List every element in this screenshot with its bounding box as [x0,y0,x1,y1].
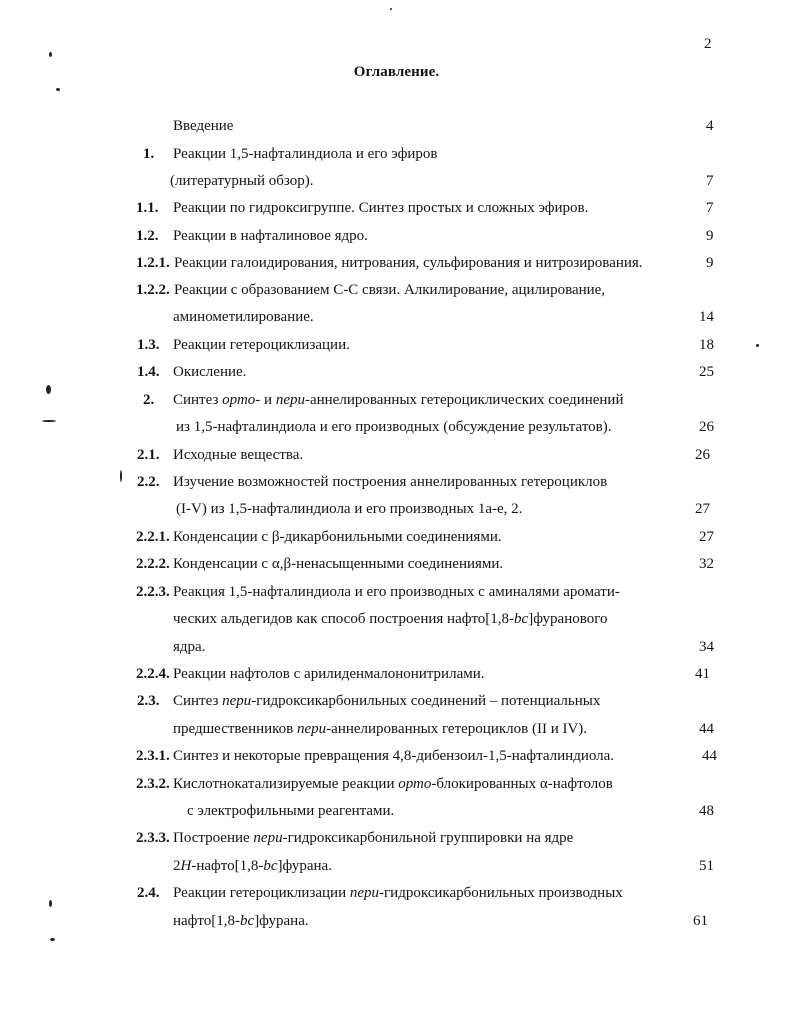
page-number: 2 [704,36,712,52]
toc-entry [0,198,793,218]
title-fragment: нафто[1,8- [173,913,241,929]
toc-entry-page: 9 [706,255,714,271]
toc-entry-title [173,609,608,629]
title-fragment: Кислотнокатализируемые реакции [173,776,399,792]
toc-entry-number: 2.3. [137,693,160,709]
toc-entry [0,637,793,657]
toc-entry-title [173,774,613,794]
toc-entry-title: Реакции гетероциклизации. [173,337,350,353]
title-fragment: ]фуранового [528,611,608,627]
toc-entry-page: 51 [699,858,714,874]
italic-term: пери- [253,830,288,846]
italic-term: bc [240,913,255,929]
toc-entry-number: 2.2. [137,474,160,490]
toc-entry-page: 9 [706,228,714,244]
toc-entry-page: 41 [695,666,710,682]
toc-entry-title: Синтез и некоторые превращения 4,8-дибензоил-1,5-нафталиндиола. [173,748,615,764]
toc-entry [0,582,793,602]
toc-entry-number: 1. [143,146,155,162]
toc-entry [0,307,793,327]
title-fragment: 2 [173,858,181,874]
title-fragment: Синтез [173,392,223,408]
title-fragment: Реакции гетероциклизации [173,885,350,901]
toc-entry-title: Реакции с образованием С-С связи. Алкилирование, ацилирование, [174,282,606,298]
toc-entry [0,280,793,300]
toc-entry-title [173,691,600,711]
title-fragment: аннелированных гетероциклов (II и IV). [331,721,588,737]
italic-term: bc [263,858,278,874]
toc-entry [0,856,793,876]
toc-entry-number: 2.3.2. [136,776,170,792]
toc-entry-title: (литературный обзор). [170,173,314,189]
toc-entry-page: 7 [706,173,714,189]
toc-entry-title [173,911,309,931]
toc-entry-page: 32 [699,556,714,572]
toc-entry [0,253,793,273]
toc-entry-title: Реакции 1,5-нафталиндиола и его эфиров [173,146,438,162]
italic-term: орто- [222,392,261,408]
toc-entry-title [173,856,332,876]
toc-entry [0,472,793,492]
toc-entry [0,390,793,410]
toc-entry-title: Конденсации с β-дикарбонильными соединениями. [173,529,502,545]
toc-entry-title: ядра. [173,639,206,655]
toc-entry-number: 1.2.1. [136,255,170,271]
toc-entry-number: 1.2.2. [136,282,170,298]
toc-entry [0,691,793,711]
toc-entry [0,226,793,246]
toc-entry [0,144,793,164]
title-fragment: аннелированных гетероциклических соединений [309,392,624,408]
toc-entry [0,362,793,382]
title-fragment: ]фурана. [277,858,332,874]
toc-entry-page: 34 [699,639,714,655]
title-fragment: гидроксикарбонильных производных [384,885,623,901]
toc-entry-number: 2.2.3. [136,584,170,600]
toc-entry-number: 2.2.1. [136,529,170,545]
toc-entry-title: из 1,5-нафталиндиола и его производных (обсуждение результатов). [176,419,612,435]
toc-entry-number: 1.1. [136,200,159,216]
toc-entry-number: 1.2. [136,228,159,244]
toc-entry-title: Реакции в нафталиновое ядро. [173,228,368,244]
toc-entry-number: 2.1. [137,447,160,463]
toc-entry [0,774,793,794]
toc-entry-title [173,828,573,848]
title-fragment: блокированных α-нафтолов [436,776,613,792]
italic-term: пери- [297,721,332,737]
toc-entry [0,664,793,684]
toc-entry-page: 44 [702,748,717,764]
toc-entry [0,801,793,821]
toc-entry-title [173,883,623,903]
toc-entry-page: 48 [699,803,714,819]
page-title: Оглавление. [353,64,440,80]
toc-entry-title: Реакции галоидирования, нитрования, сульфирования и нитрозирования. [174,255,643,271]
toc-entry-page: 26 [699,419,714,435]
toc-entry-number: 2.2.2. [136,556,170,572]
italic-term: орто- [398,776,437,792]
toc-entry-title: (I-V) из 1,5-нафталиндиола и его производных 1а-е, 2. [176,501,523,517]
toc-entry-page: 25 [699,364,714,380]
toc-entry-title: Реакции по гидроксигруппе. Синтез простых и сложных эфиров. [173,200,589,216]
toc-entry [0,828,793,848]
toc-entry [0,527,793,547]
italic-term: пери- [275,392,310,408]
toc-entry-title [173,390,623,410]
toc-entry-page: 14 [699,309,714,325]
toc-entry-title: Реакция 1,5-нафталиндиола и его производных с аминалями аромати- [173,584,620,600]
toc-entry-page: 26 [695,447,710,463]
toc-entry [0,499,793,519]
toc-entry-page: 7 [706,200,714,216]
toc-entry-title: Исходные вещества. [173,447,304,463]
toc-entry [0,171,793,191]
title-fragment: Построение [173,830,254,846]
toc-entry-title: с электрофильными реагентами. [187,803,395,819]
toc-entry [0,116,793,136]
toc-entry-number: 1.3. [137,337,160,353]
toc-entry-title: Реакции нафтолов с арилиденмалононитрилами. [173,666,485,682]
toc-entry-title: Конденсации с α,β-ненасыщенными соединениями. [173,556,504,572]
toc-entry [0,417,793,437]
toc-entry [0,719,793,739]
toc-entry-page: 27 [699,529,714,545]
toc-entry-page: 18 [699,337,714,353]
toc-entry-page: 4 [706,118,714,134]
title-fragment: -нафто[1,8- [191,858,264,874]
toc-entry [0,911,793,931]
toc-entry-page: 61 [693,913,708,929]
toc-entry-title: Введение [173,118,234,134]
toc-entry [0,335,793,355]
toc-entry-number: 2.3.3. [136,830,170,846]
toc-entry-number: 1.4. [137,364,160,380]
toc-entry-number: 2.4. [137,885,160,901]
toc-entry [0,609,793,629]
toc-entry [0,554,793,574]
toc-entry-title [173,719,587,739]
title-fragment: предшественников [173,721,298,737]
toc-entry [0,445,793,465]
toc-entry [0,746,793,766]
toc-entry-page: 44 [699,721,714,737]
italic-term: bc [514,611,529,627]
title-fragment: гидроксикарбонильной группировки на ядре [287,830,574,846]
title-fragment: ]фурана. [254,913,309,929]
toc-entry-title: Окисление. [173,364,247,380]
italic-term: Н [180,858,192,874]
italic-term: пери- [349,885,385,901]
toc-entry-number: 2. [143,392,155,408]
title-fragment: ческих альдегидов как способ построения нафто[1,8- [173,611,515,627]
title-fragment: и [260,392,276,408]
toc-entry-number: 2.3.1. [136,748,170,764]
italic-term: пери- [222,693,257,709]
toc-entry-title: Изучение возможностей построения аннелированных гетероциклов [173,474,608,490]
title-fragment: Синтез [173,693,223,709]
toc-entry-page: 27 [695,501,710,517]
toc-entry-number: 2.2.4. [136,666,170,682]
title-fragment: гидроксикарбонильных соединений – потенциальных [256,693,601,709]
toc-entry-title: аминометилирование. [173,309,314,325]
toc-entry [0,883,793,903]
